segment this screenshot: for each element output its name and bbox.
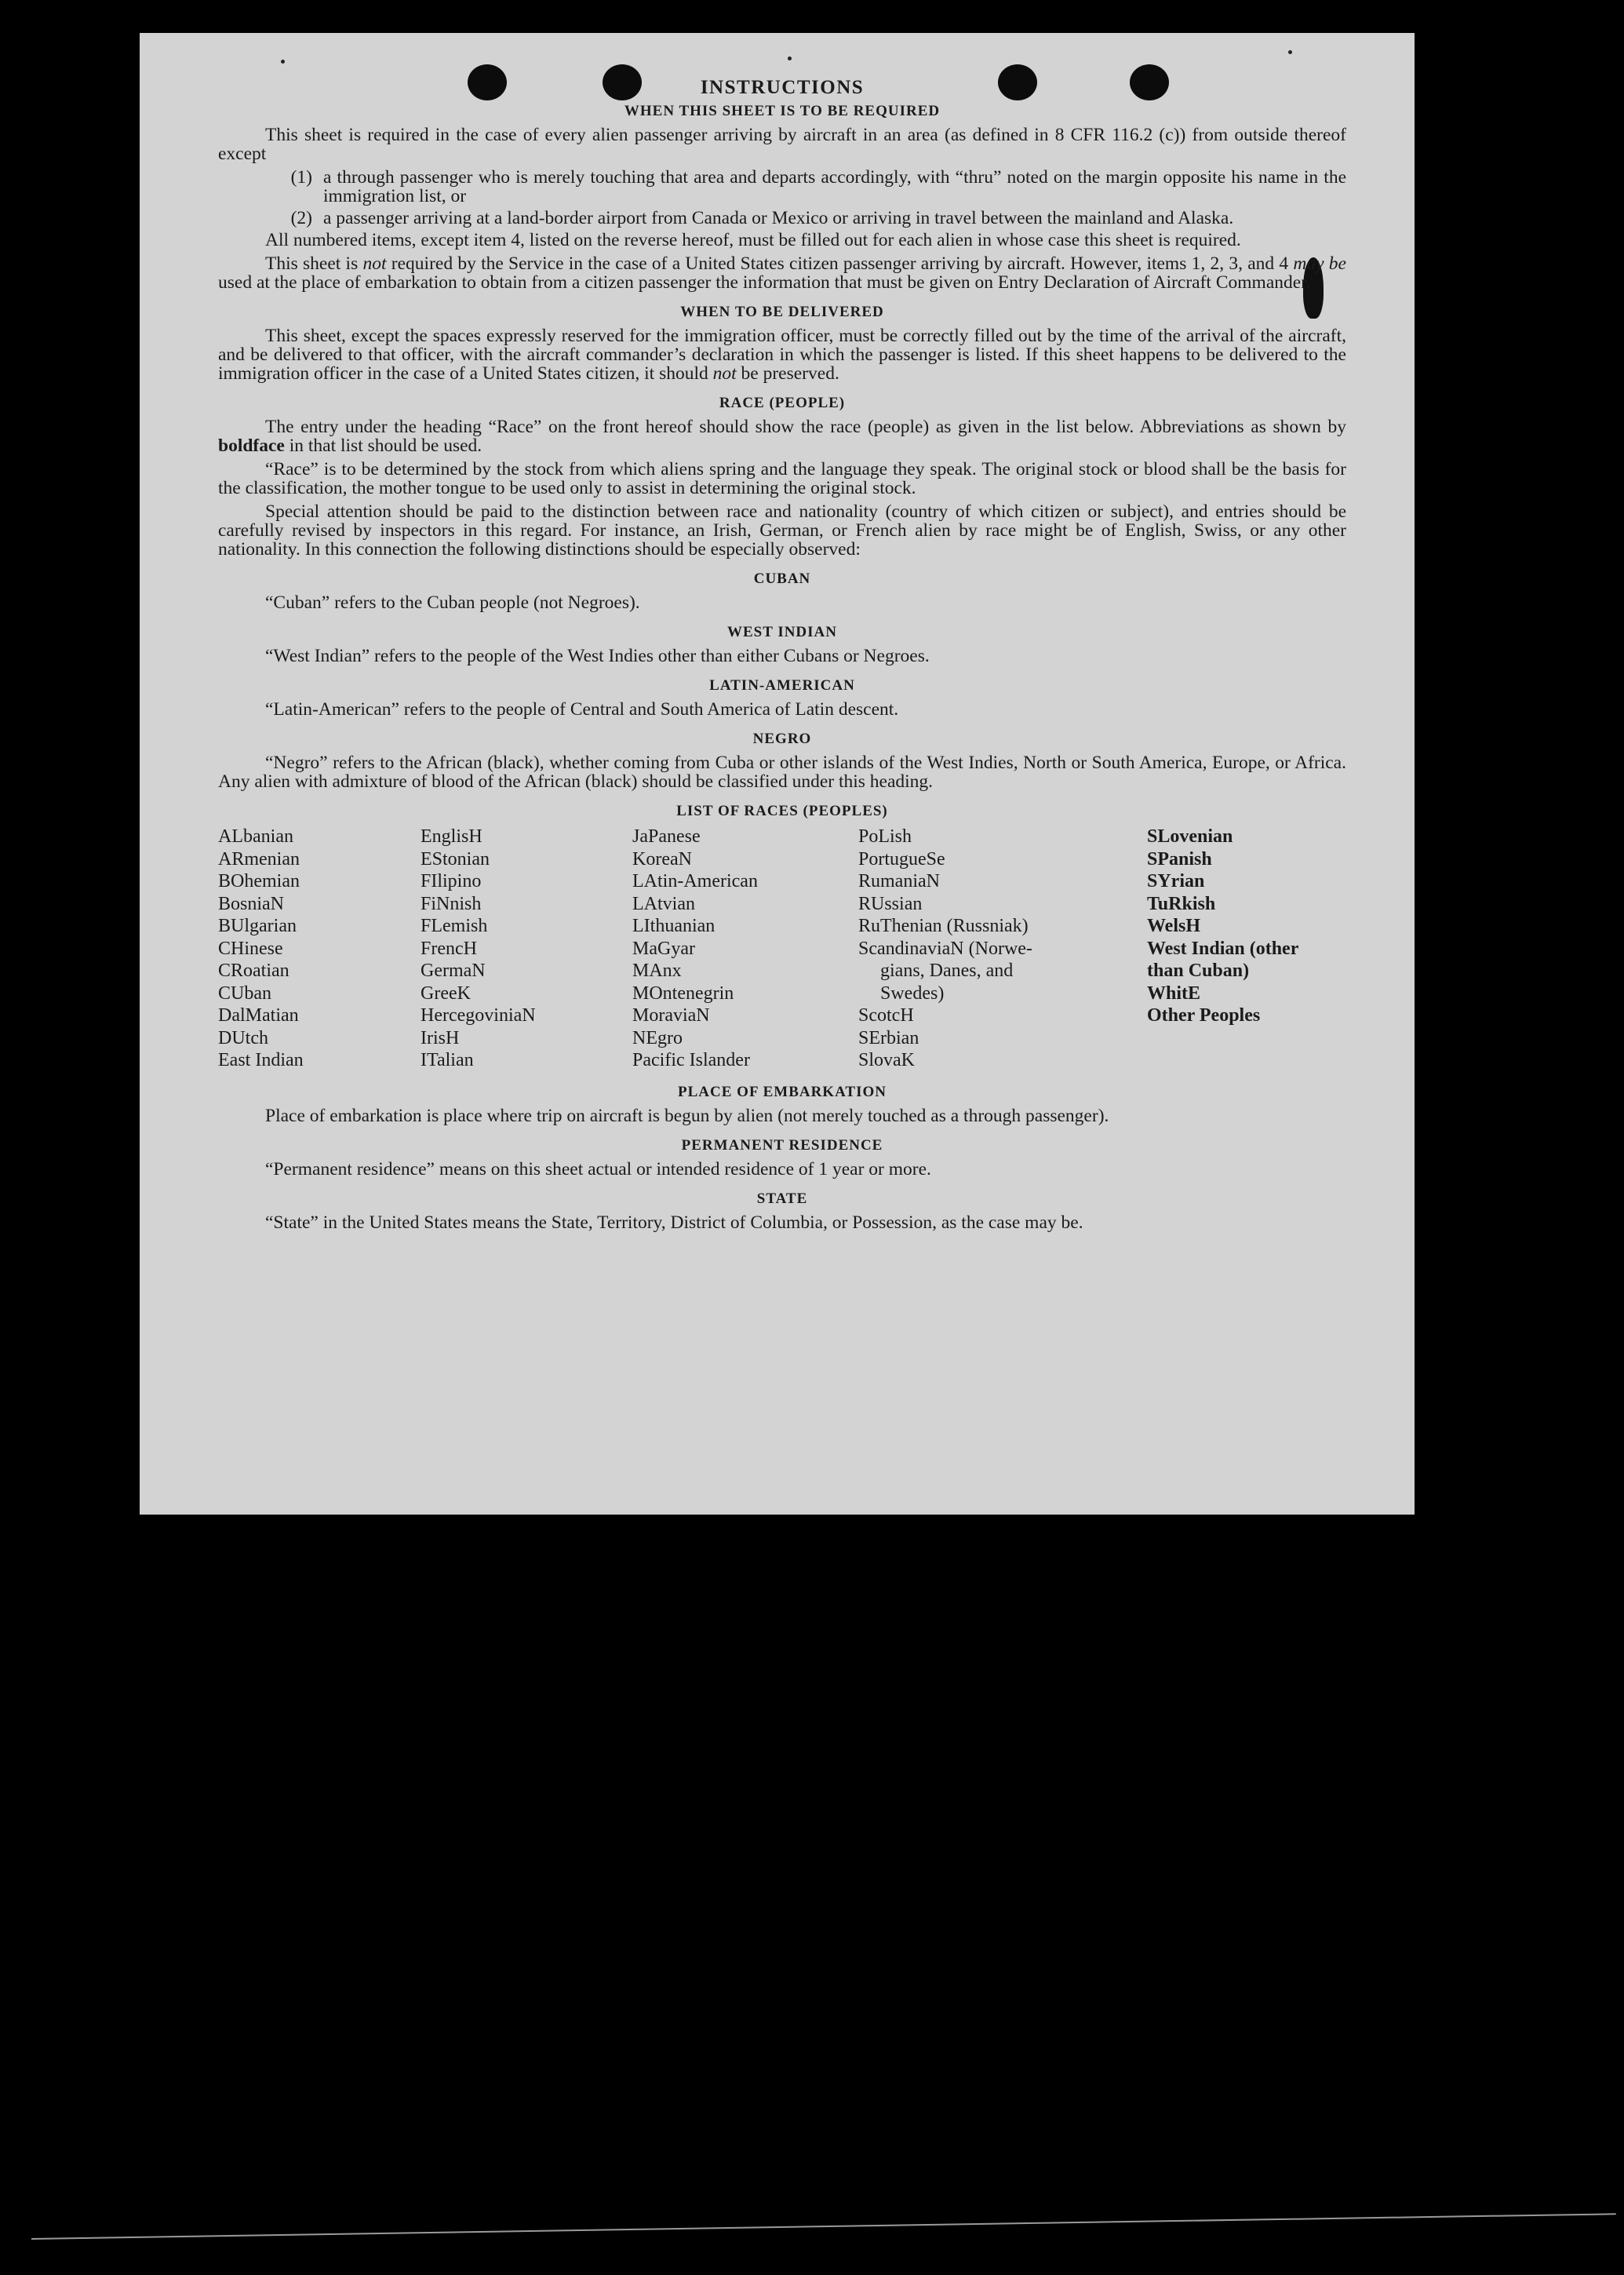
- race-entry: LAtin-American: [632, 871, 758, 891]
- paragraph: “Negro” refers to the African (black), whether coming from Cuba or other islands of the West Indies, North or South America, Europe, or Africa. Any alien with admixture of blood of the African (black) should be classified under this heading.: [218, 753, 1346, 792]
- emphasis-text: not: [712, 363, 737, 384]
- paragraph: “Cuban” refers to the Cuban people (not Negroes).: [265, 592, 640, 613]
- race-entry: LAtvian: [632, 893, 695, 914]
- race-entry: DalMatian: [218, 1005, 299, 1026]
- race-entry: JaPanese: [632, 826, 701, 847]
- race-entry: East Indian: [218, 1050, 304, 1070]
- race-entry: SLovenian: [1147, 826, 1233, 847]
- race-entry: EStonian: [421, 848, 490, 870]
- list-item: [218, 168, 1346, 206]
- scan-edge-line: [31, 2213, 1616, 2240]
- document-sheet: [140, 33, 1415, 1515]
- paragraph: [218, 326, 1346, 383]
- race-entry: gians, Danes, and: [880, 961, 1014, 981]
- race-entry: RuThenian (Russniak): [858, 916, 1029, 936]
- emphasis-text: not: [362, 253, 387, 274]
- race-entry: ScotcH: [858, 1005, 914, 1026]
- section-heading-cuban: CUBAN: [753, 571, 811, 587]
- paragraph: “Permanent residence” means on this sheet actual or intended residence of 1 year or more.: [265, 1158, 931, 1179]
- race-entry: FLemish: [421, 916, 488, 936]
- section-heading-state: STATE: [756, 1190, 808, 1207]
- paragraph: [218, 417, 1346, 455]
- race-entry: WelsH: [1147, 916, 1201, 936]
- race-entry: KoreaN: [632, 848, 692, 870]
- paragraph: Place of embarkation is place where trip on aircraft is begun by alien (not merely touched as a through passenger).: [265, 1105, 1109, 1126]
- race-entry: ITalian: [421, 1050, 474, 1070]
- section-heading-permanent-residence: PERMANENT RESIDENCE: [681, 1136, 883, 1154]
- race-entry: ScandinaviaN (Norwe-: [858, 938, 1032, 959]
- race-entry: Pacific Islander: [632, 1050, 750, 1070]
- races-list: [218, 826, 1346, 1072]
- text-run: The entry under the heading “Race” on the front hereof should show the race (people) as given in the list below. Abbreviations as shown by: [265, 417, 1346, 437]
- text-run: in that list should be used.: [284, 436, 482, 456]
- race-entry: FiNnish: [421, 893, 482, 914]
- race-entry: RUssian: [858, 893, 923, 914]
- section-heading-race: RACE (PEOPLE): [719, 395, 846, 411]
- scan-speck: [281, 60, 285, 64]
- bold-text: boldface: [218, 436, 285, 456]
- paragraph: This sheet is required in the case of every alien passenger arriving by aircraft in an area (as defined in 8 CFR 116.2 (c)) from outside thereof except: [218, 125, 1346, 164]
- text-run: This sheet, except the spaces expressly reserved for the immigration officer, must be correctly filled out by the time of the arrival of the aircraft, and be delivered to that officer, with the aircraft commander’s declaration in which the passenger is listed. If this sheet happens to be delivered to the immigration officer in the case of a United States citizen, it should: [218, 326, 1346, 384]
- races-column: [632, 826, 858, 1072]
- race-entry: MoraviaN: [632, 1005, 710, 1026]
- race-entry: SErbian: [858, 1027, 919, 1048]
- race-entry: FIlipino: [421, 871, 482, 891]
- paragraph: “Race” is to be determined by the stock from which aliens spring and the language they speak. The original stock or blood shall be the basis for the classification, the mother tongue to be used only to assist in determining the original stock.: [218, 459, 1346, 498]
- race-entry: NEgro: [632, 1027, 683, 1048]
- race-entry: FrencH: [421, 938, 477, 959]
- race-entry: CHinese: [218, 938, 283, 959]
- race-entry: BosniaN: [218, 893, 284, 914]
- paragraph: All numbered items, except item 4, listed on the reverse hereof, must be filled out for each alien in whose case this sheet is required.: [265, 230, 1241, 250]
- race-entry: than Cuban): [1147, 961, 1250, 981]
- section-heading-when-required: WHEN THIS SHEET IS TO BE REQUIRED: [624, 103, 941, 119]
- race-entry: WhitE: [1147, 983, 1201, 1004]
- list-number: (1): [290, 167, 312, 188]
- race-entry: CUban: [218, 983, 271, 1004]
- paragraph: “West Indian” refers to the people of the West Indies other than either Cubans or Negroes.: [265, 646, 930, 666]
- section-heading-place-of-embarkation: PLACE OF EMBARKATION: [678, 1083, 887, 1100]
- list-number: (2): [290, 208, 312, 228]
- races-column: [858, 826, 1147, 1072]
- text-run: be preserved.: [736, 363, 839, 384]
- list-text: a passenger arriving at a land-border airport from Canada or Mexico or arriving in travel between the mainland and Alaska.: [323, 208, 1234, 228]
- race-entry: IrisH: [421, 1027, 460, 1048]
- races-column: [218, 826, 421, 1072]
- race-entry: MAnx: [632, 961, 682, 981]
- race-entry: Swedes): [880, 983, 945, 1004]
- race-entry: SYrian: [1147, 871, 1205, 891]
- race-entry: Other Peoples: [1147, 1005, 1261, 1026]
- paragraph: [218, 254, 1346, 292]
- race-entry: MOntenegrin: [632, 983, 734, 1004]
- text-run: This sheet is: [265, 253, 363, 274]
- paragraph: “Latin-American” refers to the people of Central and South America of Latin descent.: [265, 699, 899, 720]
- race-entry: GermaN: [421, 961, 486, 981]
- race-entry: HercegoviniaN: [421, 1005, 536, 1026]
- section-heading-when-delivered: WHEN TO BE DELIVERED: [680, 304, 884, 320]
- race-entry: ALbanian: [218, 826, 293, 847]
- list-item: [218, 209, 1346, 228]
- page-title: INSTRUCTIONS: [700, 77, 865, 98]
- race-entry: ARmenian: [218, 848, 300, 870]
- race-entry: GreeK: [421, 983, 471, 1004]
- race-entry: BUlgarian: [218, 916, 297, 936]
- emphasis-text: may be: [1293, 253, 1346, 274]
- race-entry: SPanish: [1147, 848, 1212, 870]
- paragraph: Special attention should be paid to the distinction between race and nationality (country of which citizen or subject), and entries should be carefully revised by inspectors in this regard. For instance, an Irish, German, or French alien by race might be of English, Swiss, or any other nationality. In this connection the following distinctions should be especially observed:: [218, 501, 1346, 560]
- section-heading-latin-american: LATIN-AMERICAN: [709, 677, 855, 694]
- section-heading-west-indian: WEST INDIAN: [727, 624, 837, 640]
- races-column: [1147, 826, 1346, 1072]
- race-entry: RumaniaN: [858, 871, 940, 891]
- instructions-content: [218, 78, 1346, 1237]
- section-heading-list-of-races: LIST OF RACES (PEOPLES): [676, 803, 888, 819]
- race-entry: MaGyar: [632, 938, 695, 959]
- race-entry: TuRkish: [1147, 893, 1216, 914]
- race-entry: DUtch: [218, 1027, 268, 1048]
- text-run: required by the Service in the case of a United States citizen passenger arriving by aircraft. However, items 1, 2, 3, and 4: [386, 253, 1294, 274]
- paragraph: “State” in the United States means the State, Territory, District of Columbia, or Possession, as the case may be.: [265, 1212, 1083, 1233]
- scan-speck: [1288, 50, 1292, 54]
- text-run: used at the place of embarkation to obtain from a citizen passenger the information that must be given on Entry Declaration of Aircraft Commander.: [218, 272, 1311, 293]
- scan-speck: [788, 57, 792, 60]
- race-entry: PoLish: [858, 826, 912, 847]
- section-heading-negro: NEGRO: [752, 731, 812, 747]
- race-entry: BOhemian: [218, 871, 300, 891]
- races-column: [421, 826, 632, 1072]
- list-text: a through passenger who is merely touching that area and departs accordingly, with “thru” noted on the margin opposite his name in the immigration list, or: [323, 167, 1346, 206]
- race-entry: LIthuanian: [632, 916, 716, 936]
- race-entry: SlovaK: [858, 1050, 915, 1070]
- race-entry: West Indian (other: [1147, 938, 1299, 959]
- race-entry: CRoatian: [218, 961, 289, 981]
- race-entry: PortugueSe: [858, 848, 945, 870]
- race-entry: EnglisH: [421, 826, 482, 847]
